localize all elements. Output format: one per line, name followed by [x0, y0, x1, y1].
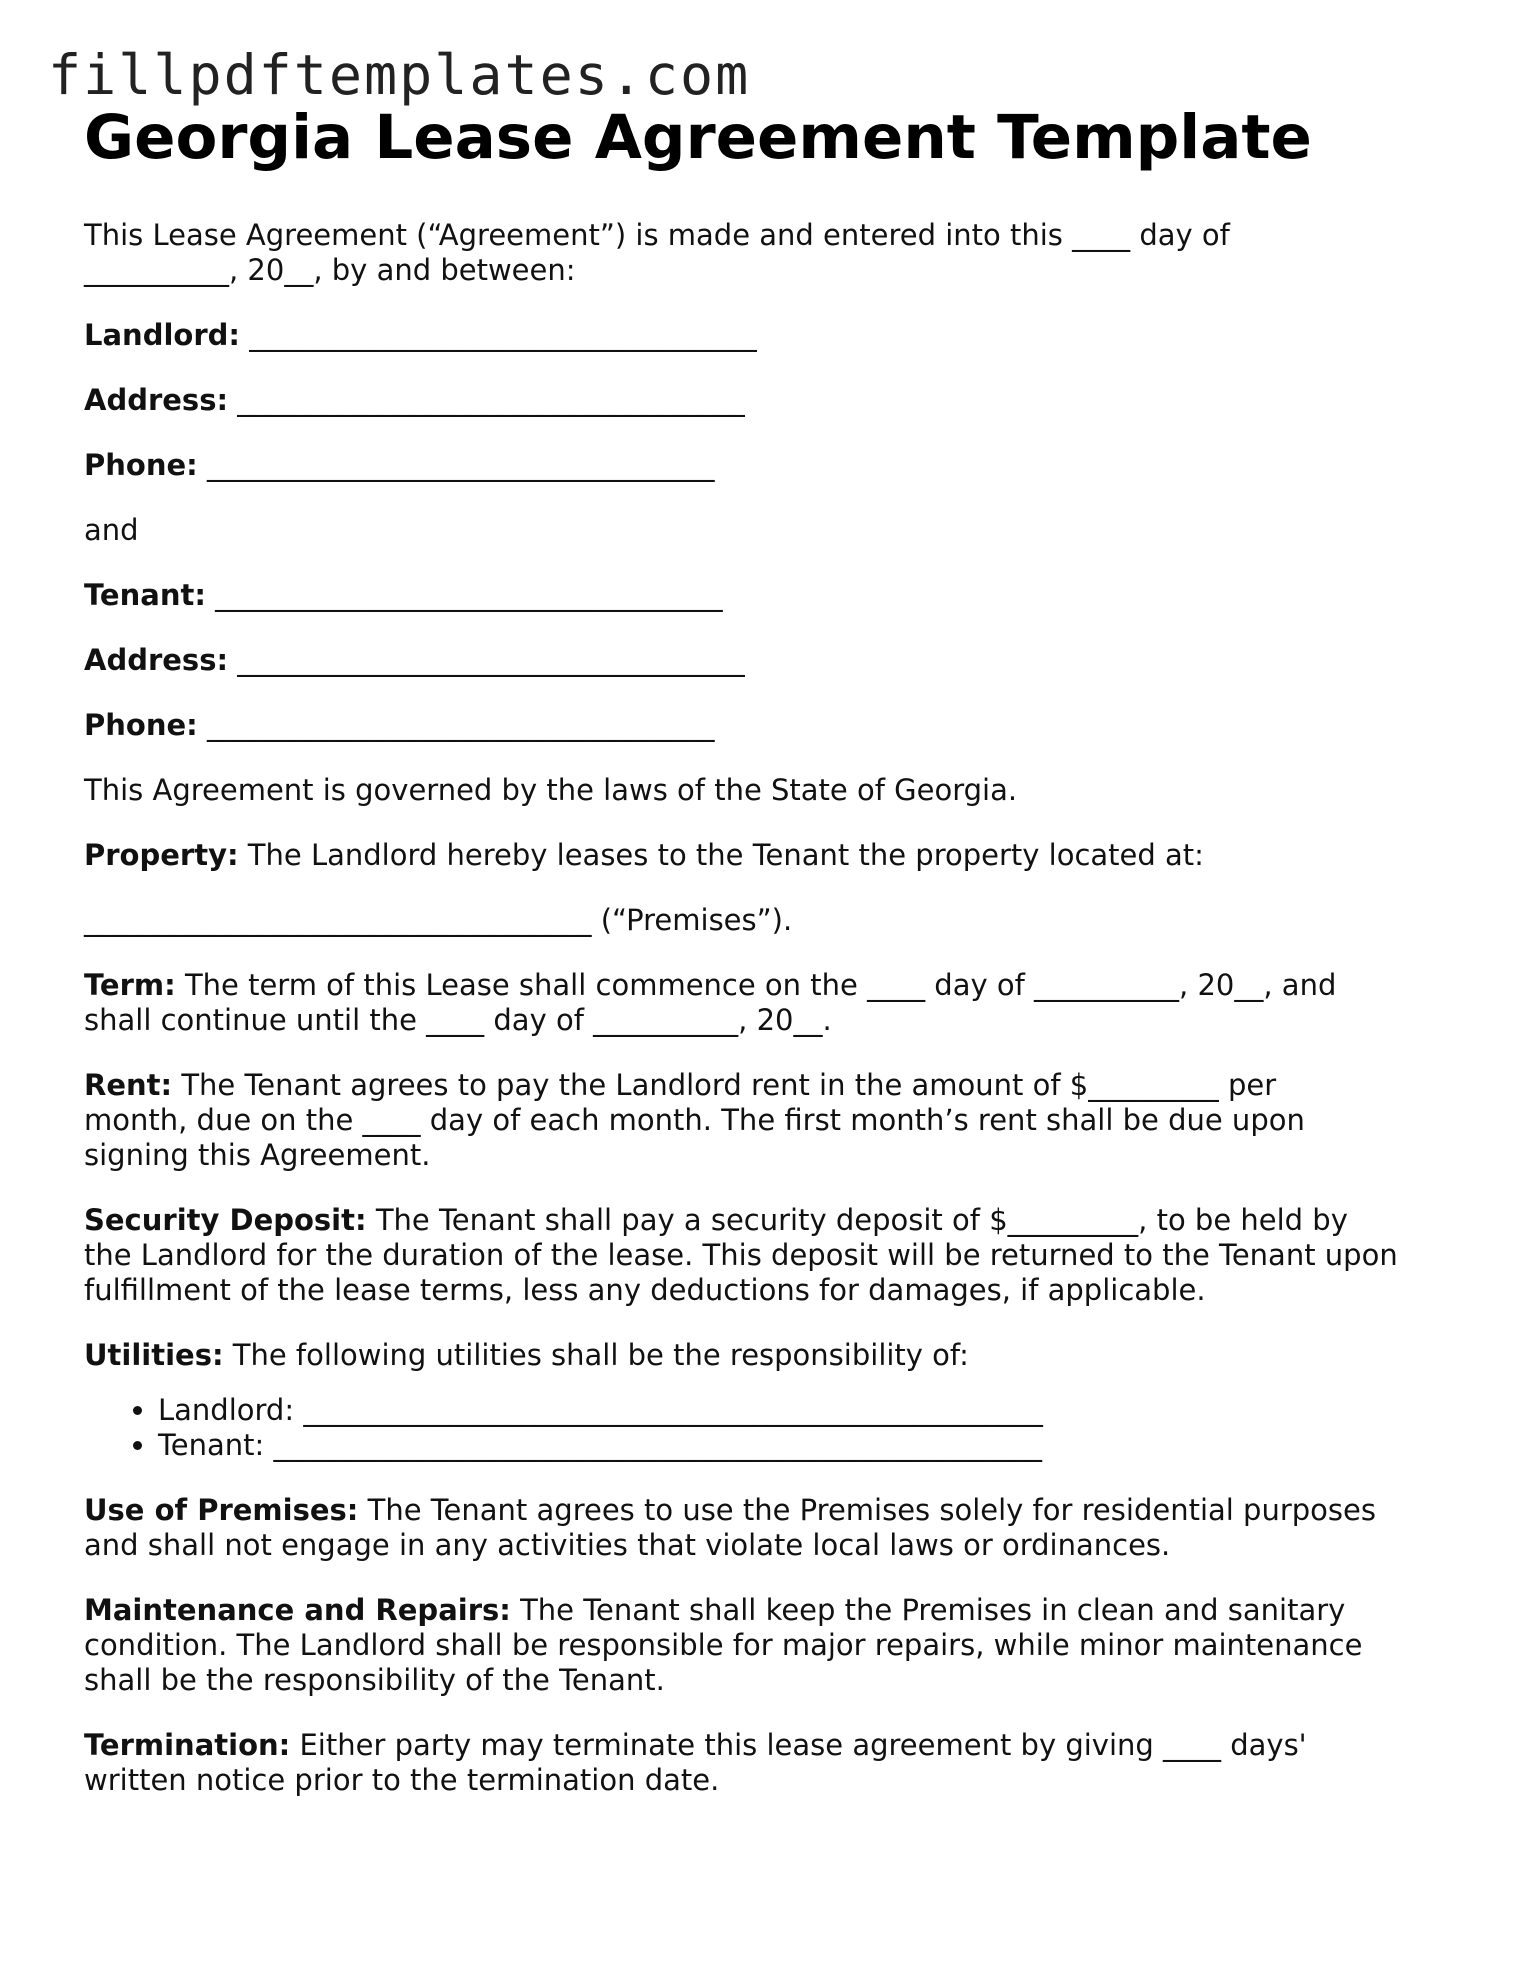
tenant-address-blank[interactable]: ___________________________________ [237, 643, 745, 677]
tenant-name-blank[interactable]: ___________________________________ [215, 578, 723, 612]
security-deposit-heading: Security Deposit: [84, 1203, 367, 1237]
maintenance-line-1: The Tenant shall keep the Premises in clean and sanitary [520, 1593, 1346, 1627]
landlord-name-blank[interactable]: ___________________________________ [249, 318, 757, 352]
document-body [84, 218, 1444, 1828]
security-deposit-paragraph [84, 1203, 1444, 1308]
use-of-premises-heading: Use of Premises: [84, 1493, 359, 1527]
document-title: Georgia Lease Agreement Template [84, 102, 1312, 173]
rent-heading: Rent: [84, 1068, 173, 1102]
tenant-phone-blank[interactable]: ___________________________________ [206, 708, 715, 742]
maintenance-paragraph [84, 1593, 1444, 1698]
utilities-tenant-item[interactable]: • Tenant: _____________________________________________________ [158, 1428, 1444, 1463]
rent-line-2[interactable]: month, due on the ____ day of each month. The first month’s rent shall be due upon [84, 1103, 1305, 1137]
termination-paragraph [84, 1728, 1444, 1798]
rent-paragraph [84, 1068, 1444, 1173]
rent-line-3: signing this Agreement. [84, 1138, 431, 1172]
utilities-heading: Utilities: [84, 1338, 224, 1372]
tenant-address-field[interactable] [84, 643, 1444, 678]
property-heading: Property: [84, 838, 239, 872]
tenant-name-label: Tenant: [84, 578, 206, 612]
landlord-name-field[interactable] [84, 318, 1444, 353]
term-heading: Term: [84, 968, 176, 1002]
tenant-address-label: Address: [84, 643, 229, 677]
landlord-name-label: Landlord: [84, 318, 240, 352]
use-of-premises-paragraph [84, 1493, 1444, 1563]
landlord-phone-blank[interactable]: ___________________________________ [206, 448, 715, 482]
landlord-phone-label: Phone: [84, 448, 198, 482]
utilities-landlord-item[interactable]: • Landlord: ___________________________________________________ [158, 1393, 1444, 1428]
landlord-phone-field[interactable] [84, 448, 1444, 483]
security-deposit-line-2: the Landlord for the duration of the lease. This deposit will be returned to the Tenant upon [84, 1238, 1398, 1272]
property-paragraph [84, 838, 1444, 873]
term-line-1[interactable]: The term of this Lease shall commence on the ____ day of __________, 20__, and [184, 968, 1337, 1002]
utilities-list [84, 1393, 1444, 1463]
use-of-premises-line-1: The Tenant agrees to use the Premises solely for residential purposes [367, 1493, 1376, 1527]
landlord-address-blank[interactable]: ___________________________________ [237, 383, 745, 417]
intro-line-1: This Lease Agreement (“Agreement”) is made and entered into this ____ day of [84, 218, 1230, 252]
premises-field[interactable]: ___________________________________ (“Premises”). [84, 903, 793, 937]
termination-line-2: written notice prior to the termination date. [84, 1763, 720, 1797]
maintenance-heading: Maintenance and Repairs: [84, 1593, 511, 1627]
tenant-name-field[interactable] [84, 578, 1444, 613]
termination-heading: Termination: [84, 1728, 291, 1762]
site-watermark: fillpdftemplates.com [48, 43, 751, 107]
landlord-address-label: Address: [84, 383, 229, 417]
utilities-text: The following utilities shall be the responsibility of: [232, 1338, 969, 1372]
security-deposit-line-3: fulfillment of the lease terms, less any deductions for damages, if applicable. [84, 1273, 1206, 1307]
use-of-premises-line-2: and shall not engage in any activities that violate local laws or ordinances. [84, 1528, 1171, 1562]
intro-line-2: __________, 20__, by and between: [84, 253, 576, 287]
property-text: The Landlord hereby leases to the Tenant the property located at: [247, 838, 1204, 872]
utilities-paragraph [84, 1338, 1444, 1373]
maintenance-line-3: shall be the responsibility of the Tenant. [84, 1663, 665, 1697]
rent-line-1[interactable]: The Tenant agrees to pay the Landlord rent in the amount of $_________ per [181, 1068, 1277, 1102]
security-deposit-line-1[interactable]: The Tenant shall pay a security deposit of $_________, to be held by [375, 1203, 1348, 1237]
and-separator: and [84, 513, 139, 547]
landlord-address-field[interactable] [84, 383, 1444, 418]
maintenance-line-2: condition. The Landlord shall be responsible for major repairs, while minor maintenance [84, 1628, 1363, 1662]
termination-line-1[interactable]: Either party may terminate this lease agreement by giving ____ days' [299, 1728, 1307, 1762]
term-line-2[interactable]: shall continue until the ____ day of __________, 20__. [84, 1003, 832, 1037]
term-paragraph [84, 968, 1444, 1038]
intro-paragraph [84, 218, 1444, 288]
tenant-phone-label: Phone: [84, 708, 198, 742]
tenant-phone-field[interactable] [84, 708, 1444, 743]
governing-law-paragraph: This Agreement is governed by the laws of the State of Georgia. [84, 773, 1018, 807]
